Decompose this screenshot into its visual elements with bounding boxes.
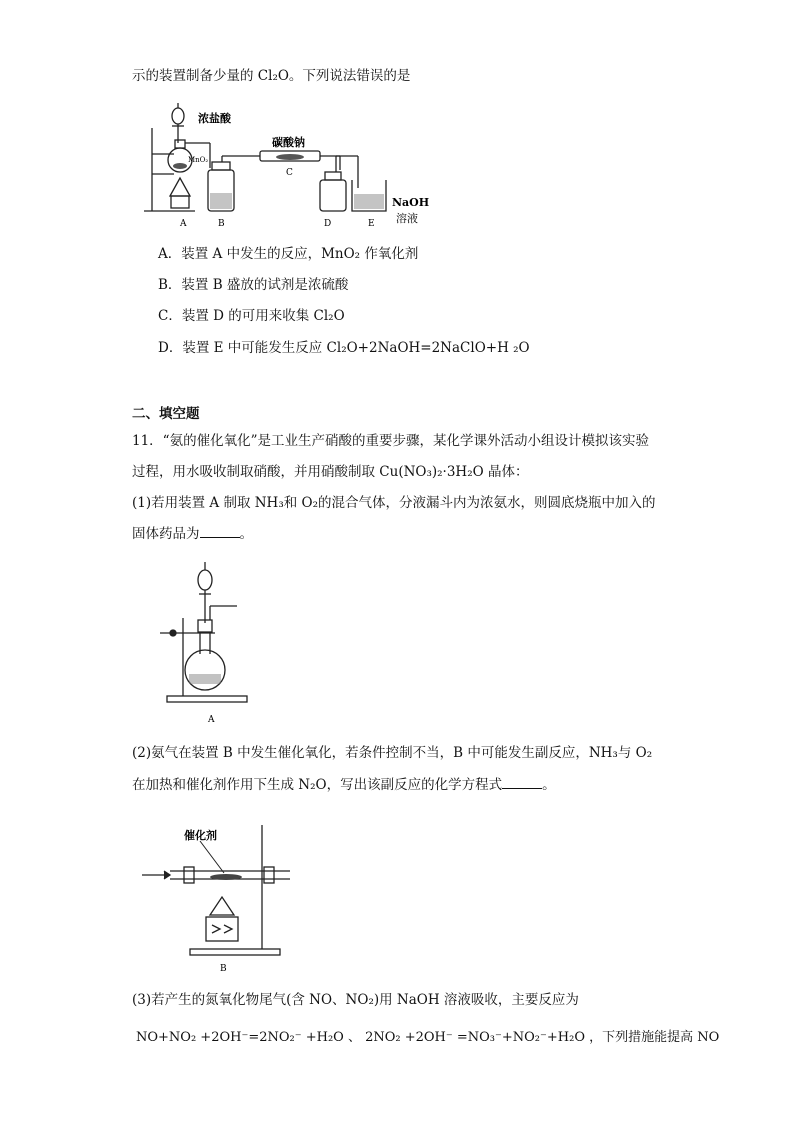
q11-part2-line-2 xyxy=(132,774,556,795)
apparatus-figure-b xyxy=(140,825,300,975)
option-d: D．装置 E 中可能发生反应 Cl₂O+2NaOH=2NaClO+H ₂O xyxy=(158,340,530,356)
q11-part1-text: 固体药品为 xyxy=(132,526,200,542)
label-a: A xyxy=(180,219,187,229)
label-conc-hcl: 浓盐酸 xyxy=(198,112,231,125)
figure-b-label: B xyxy=(220,964,227,974)
section-title: 二、填空题 xyxy=(132,406,200,422)
label-b: B xyxy=(218,219,225,229)
q11-line-1: 11．“氨的催化氧化”是工业生产硝酸的重要步骤，某化学课外活动小组设计模拟该实验 xyxy=(132,433,649,449)
label-e: E xyxy=(368,219,375,229)
apparatus-figure-a xyxy=(155,558,265,726)
q11-line-2: 过程，用水吸收制取硝酸，并用硝酸制取 Cu(NO₃)₂·3H₂O 晶体： xyxy=(132,464,529,480)
option-b: B．装置 B 盛放的试剂是浓硫酸 xyxy=(158,277,349,293)
intro-line: 示的装置制备少量的 Cl₂O。下列说法错误的是 xyxy=(132,68,411,84)
q11-part2-text: 在加热和催化剂作用下生成 N₂O，写出该副反应的化学方程式 xyxy=(132,777,503,793)
label-solution: 溶液 xyxy=(396,212,418,225)
label-d: D xyxy=(324,219,332,229)
label-mno2: MnO₂ xyxy=(188,156,209,164)
label-naoh: NaOH xyxy=(392,196,430,209)
label-na2co3: 碳酸钠 xyxy=(272,136,305,149)
answer-blank-2[interactable] xyxy=(502,774,542,789)
q11-part1-end: 。 xyxy=(239,526,253,542)
q11-part2-end: 。 xyxy=(542,777,556,793)
option-a: A．装置 A 中发生的反应，MnO₂ 作氧化剂 xyxy=(158,246,419,262)
q11-part3-line-1: (3)若产生的氮氧化物尾气(含 NO、NO₂)用 NaOH 溶液吸收，主要反应为 xyxy=(132,992,579,1008)
label-catalyst: 催化剂 xyxy=(184,829,217,842)
label-c: C xyxy=(286,168,293,178)
apparatus-figure-1 xyxy=(140,98,480,233)
q11-part2-line-1: (2)氨气在装置 B 中发生催化氧化，若条件控制不当，B 中可能发生副反应，NH₃与 O₂ xyxy=(132,745,653,761)
answer-blank-1[interactable] xyxy=(200,523,240,538)
figure-a-label: A xyxy=(208,715,215,725)
option-c: C．装置 D 的可用来收集 Cl₂O xyxy=(158,308,345,324)
q11-part3-line-2: NO+NO₂ +2OH⁻=2NO₂⁻ +H₂O 、 2NO₂ +2OH⁻ =NO₃⁻+NO₂⁻+H₂O ，下列措施能提高 NO xyxy=(136,1030,720,1045)
q11-part1-line-1: (1)若用装置 A 制取 NH₃和 O₂的混合气体，分液漏斗内为浓氨水，则圆底烧瓶中加入的 xyxy=(132,495,656,511)
q11-part1-line-2 xyxy=(132,523,253,544)
